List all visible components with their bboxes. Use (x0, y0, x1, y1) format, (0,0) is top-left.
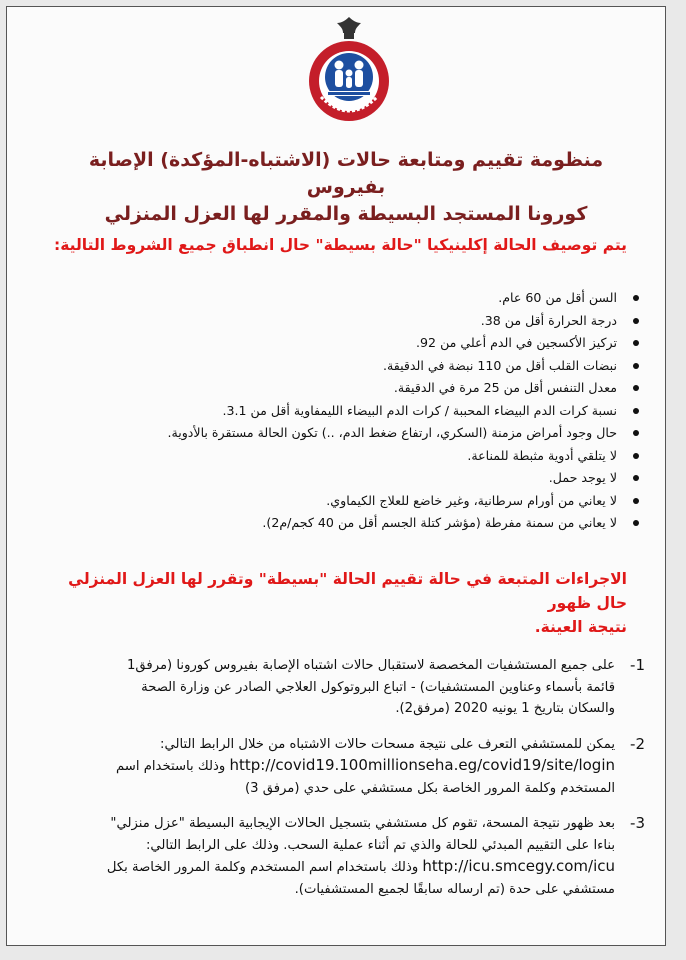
results-link[interactable]: http://covid19.100millionseha.eg/covid19/site/login (229, 756, 615, 774)
criteria-text: لا يعاني من سمنة مفرطة (مؤشر كتلة الجسم أقل من 40 كجم/م2). (262, 515, 617, 530)
title-line-2: كورونا المستجد البسيطة والمقرر لها العزل المنزلي (104, 203, 588, 225)
bullet-icon (633, 453, 639, 459)
bullet-icon (633, 498, 639, 504)
step-text-line: قائمة بأسماء وعناوين المستشفيات) - اتباع البروتوكول العلاجي الصادر عن وزارة الصحة (141, 679, 615, 695)
step-text-line: بعد ظهور نتيجة المسحة، تقوم كل مستشفي بتسجيل الحالات الإيجابية البسيطة "عزل منزلي" (110, 816, 615, 831)
criteria-text: تركيز الأكسجين في الدم أعلي من 92. (416, 335, 617, 350)
list-item (47, 445, 643, 468)
bullet-icon (633, 520, 639, 526)
bullet-icon (633, 318, 639, 324)
step-text-line: على جميع المستشفيات المخصصة لاستقبال حالات اشتباه الإصابة بفيروس كورونا (مرفق1 (127, 658, 615, 673)
procedures-heading-line-2: نتيجة العينة. (534, 618, 627, 636)
list-item (47, 512, 643, 535)
document-title (67, 147, 625, 228)
registration-link[interactable]: http://icu.smcegy.com/icu (422, 857, 615, 875)
criteria-heading: يتم توصيف الحالة إكلينيكيا "حالة بسيطة" حال انطباق جميع الشروط التالية: (54, 236, 627, 254)
list-item (47, 422, 643, 445)
bullet-icon (633, 430, 639, 436)
bullet-icon (633, 408, 639, 414)
bullet-icon (633, 340, 639, 346)
criteria-text: لا يعاني من أورام سرطانية، وغير خاضع للعلاج الكيماوي. (326, 492, 617, 508)
procedures-heading (35, 567, 627, 639)
list-item (47, 377, 643, 400)
list-item (47, 310, 643, 333)
step-text-line: مستشفي على حدة (تم ارساله سابقًا لجميع المستشفيات). (294, 881, 615, 897)
criteria-text: نبضات القلب أقل من 110 نبضة في الدقيقة. (382, 357, 617, 373)
title-line-1: منظومة تقييم ومتابعة حالات (الاشتباه-المؤكدة) الإصابة بفيروس (88, 149, 604, 198)
step-text-line: والسكان بتاريخ 1 يونيه 2020 (مرفق2). (395, 701, 615, 716)
list-item (47, 287, 643, 310)
procedure-step-2 (41, 734, 645, 800)
step-number: 2- (630, 734, 645, 753)
criteria-text: معدل التنفس أقل من 25 مرة في الدقيقة. (393, 380, 617, 395)
step-text-line: يمكن للمستشفي التعرف على نتيجة مسحات حالات الاشتباه من خلال الرابط التالي: (160, 736, 615, 752)
ministry-of-health-logo (303, 15, 395, 127)
list-item (47, 400, 643, 423)
procedures-heading-line-1: الاجراءات المتبعة في حالة تقييم الحالة "بسيطة" وتقرر لها العزل المنزلي حال ظهور (68, 570, 627, 612)
list-item (47, 332, 643, 355)
list-item (47, 490, 643, 513)
criteria-text: نسبة كرات الدم البيضاء المحببة / كرات الدم البيضاء الليمفاوية أقل من 3.1. (222, 402, 617, 418)
list-item (47, 355, 643, 378)
bullet-icon (633, 295, 639, 301)
criteria-text: درجة الحرارة أقل من 38. (480, 312, 617, 328)
step-text: وذلك باستخدام اسم (116, 759, 226, 774)
bullet-icon (633, 363, 639, 369)
step-text: وذلك باستخدام اسم المستخدم وكلمة المرور الخاصة بكل (106, 860, 419, 875)
procedure-step-1 (41, 655, 645, 720)
criteria-list (47, 287, 643, 535)
step-text-line: المستخدم وكلمة المرور الخاصة بكل مستشفي على حدي (مرفق 3) (244, 780, 615, 796)
procedures-list (41, 655, 645, 900)
criteria-text: لا يوجد حمل. (548, 470, 617, 485)
bullet-icon (633, 475, 639, 481)
step-text-line: بناءا على التقييم المبدئي للحالة والذي تم أثناء عملية السحب. وذلك على الرابط التالي: (145, 837, 615, 853)
step-text-line-with-link (41, 856, 615, 879)
document-page (6, 6, 666, 946)
criteria-text: حال وجود أمراض مزمنة (السكري، ارتفاع ضغط الدم، ..) تكون الحالة مستقرة بالأدوية. (167, 425, 617, 440)
criteria-text: لا يتلقي أدوية مثبطة للمناعة. (467, 447, 617, 463)
step-number: 3- (630, 814, 645, 832)
criteria-text: السن أقل من 60 عام. (498, 290, 617, 305)
list-item (47, 467, 643, 490)
bullet-icon (633, 385, 639, 391)
procedure-step-3 (41, 813, 645, 900)
step-number: 1- (630, 656, 645, 674)
step-text-line-with-link (41, 755, 615, 778)
